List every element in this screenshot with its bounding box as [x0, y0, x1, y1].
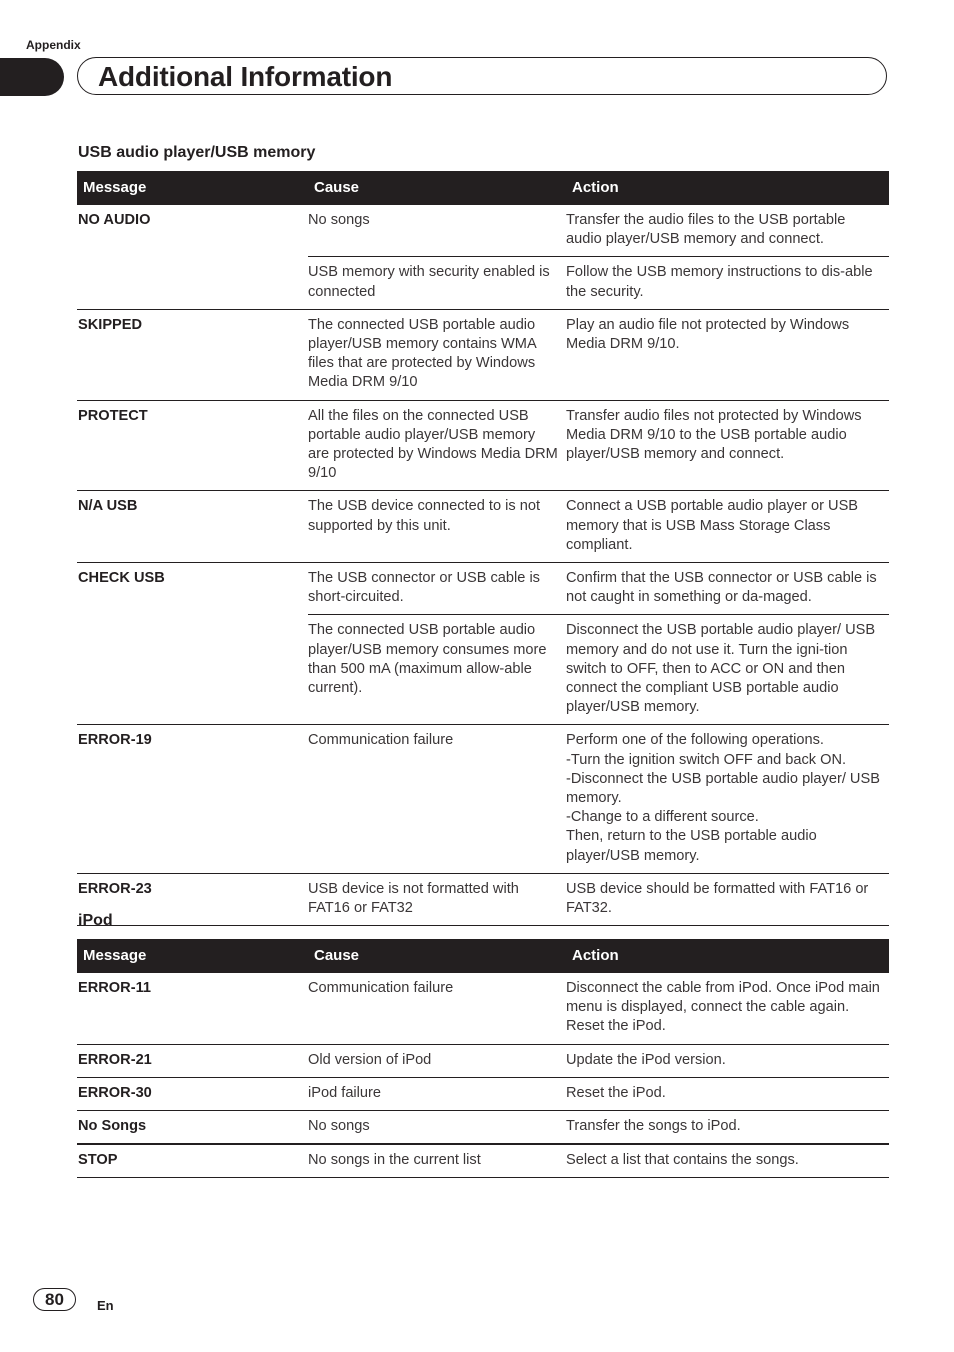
column-header-cause: Cause [308, 171, 566, 205]
usb-error-table [77, 171, 889, 926]
action-cell: Transfer the songs to iPod. [566, 1111, 889, 1145]
cause-cell: The connected USB portable audio player/USB memory consumes more than 500 mA (maximum allow-able current). [308, 615, 566, 725]
message-cell: PROTECT [77, 400, 308, 491]
page-title: Additional Information [98, 61, 393, 92]
page-number: 80 [33, 1288, 76, 1311]
column-header-action: Action [566, 171, 889, 205]
action-line: -Change to a different source. [566, 809, 759, 826]
action-cell: Follow the USB memory instructions to dis-able the security. [566, 257, 889, 309]
cause-cell: USB device is not formatted with FAT16 or FAT32 [308, 873, 566, 925]
action-cell: Reset the iPod. [566, 1077, 889, 1110]
message-cell: NO AUDIO [78, 212, 151, 228]
message-cell [77, 615, 308, 725]
table-row [77, 563, 889, 615]
message-cell: ERROR-21 [77, 1044, 308, 1077]
action-cell: Play an audio file not protected by Windows Media DRM 9/10. [566, 309, 889, 400]
action-cell: Confirm that the USB connector or USB cable is not caught in something or da-maged. [566, 563, 889, 615]
action-cell: Disconnect the USB portable audio player/ USB memory and do not use it. Turn the igni-tion switch to OFF, then to ACC or ON and then connect the compliant USB portable audio player/USB memory. [566, 615, 889, 725]
cause-cell: All the files on the connected USB portable audio player/USB memory are protected by Windows Media DRM 9/10 [308, 400, 566, 491]
cause-cell: Old version of iPod [308, 1044, 566, 1077]
message-cell: ERROR-11 [77, 973, 308, 1044]
action-line: Reset the iPod. [566, 1018, 666, 1035]
cause-cell: Communication failure [308, 973, 566, 1044]
action-line: Disconnect the cable from iPod. Once iPod main menu is displayed, connect the cable again. [566, 980, 880, 1016]
language-label: En [97, 1298, 114, 1313]
ipod-section-heading: iPod [78, 912, 113, 929]
column-header-message: Message [77, 171, 308, 205]
message-cell: SKIPPED [77, 309, 308, 400]
ipod-error-table [77, 939, 889, 1178]
message-cell: STOP [77, 1144, 308, 1178]
message-cell: ERROR-30 [77, 1077, 308, 1110]
table-row [77, 1077, 889, 1110]
cause-cell: The USB connector or USB cable is short-circuited. [308, 563, 566, 615]
cause-cell: No songs [308, 1111, 566, 1145]
column-header-message: Message [77, 939, 308, 973]
appendix-label: Appendix [26, 38, 81, 52]
column-header-cause: Cause [308, 939, 566, 973]
table-row [77, 309, 889, 400]
action-cell: USB device should be formatted with FAT16 or FAT32. [566, 873, 889, 925]
cause-cell: USB memory with security enabled is connected [308, 257, 566, 309]
table-row [77, 615, 889, 725]
table-row [77, 873, 889, 925]
message-cell: CHECK USB [78, 570, 165, 587]
table-row [77, 1111, 889, 1145]
column-header-action: Action [566, 939, 889, 973]
table-header-row [77, 939, 889, 973]
table-row [77, 205, 889, 257]
cause-cell: The USB device connected to is not supported by this unit. [308, 491, 566, 563]
action-cell [566, 973, 889, 1044]
message-cell [77, 257, 308, 309]
message-cell: ERROR-23 [77, 873, 308, 925]
table-row [77, 973, 889, 1044]
table-row [77, 1044, 889, 1077]
table-row [77, 257, 889, 309]
table-row [77, 400, 889, 491]
message-cell: No Songs [77, 1111, 308, 1145]
table-row [77, 725, 889, 873]
page-title-box [77, 57, 887, 95]
action-line: Perform one of the following operations. [566, 732, 824, 749]
cause-cell: No songs in the current list [308, 1144, 566, 1178]
action-cell: Update the iPod version. [566, 1044, 889, 1077]
action-cell: Select a list that contains the songs. [566, 1144, 889, 1178]
cause-cell: iPod failure [308, 1077, 566, 1110]
action-cell [566, 725, 889, 873]
section-tab-marker [0, 58, 64, 96]
action-line: -Disconnect the USB portable audio player/ USB memory. [566, 770, 880, 807]
action-cell: Connect a USB portable audio player or USB memory that is USB Mass Storage Class compliant. [566, 491, 889, 563]
table-row [77, 1144, 889, 1178]
message-cell: N/A USB [77, 491, 308, 563]
cause-cell: No songs [308, 205, 566, 257]
action-cell: Transfer audio files not protected by Windows Media DRM 9/10 to the USB portable audio player/USB memory and connect. [566, 400, 889, 491]
table-row [77, 491, 889, 563]
cause-cell: The connected USB portable audio player/USB memory contains WMA files that are protected by Windows Media DRM 9/10 [308, 309, 566, 400]
action-line: Then, return to the USB portable audio player/USB memory. [566, 828, 817, 864]
action-cell: Transfer the audio files to the USB portable audio player/USB memory and connect. [566, 205, 889, 257]
usb-section-heading: USB audio player/USB memory [78, 144, 316, 161]
table-header-row [77, 171, 889, 205]
message-cell: ERROR-19 [77, 725, 308, 873]
cause-cell: Communication failure [308, 725, 566, 873]
action-line: -Turn the ignition switch OFF and back ON. [566, 751, 847, 768]
